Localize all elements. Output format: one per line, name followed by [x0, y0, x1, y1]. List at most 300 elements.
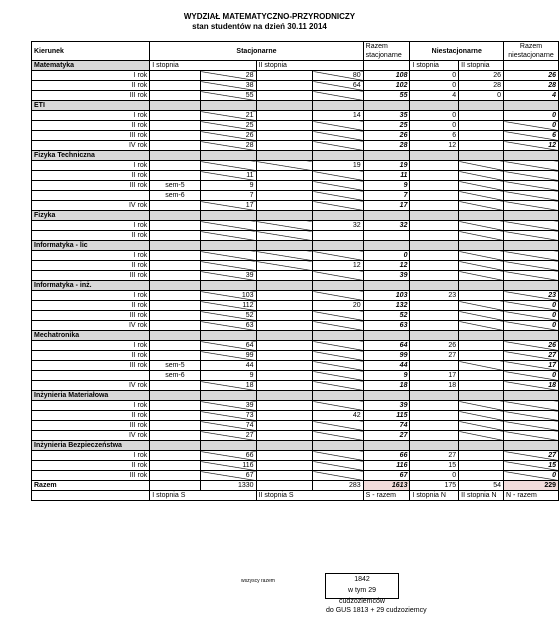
section-fill [504, 151, 559, 161]
value-cell [459, 411, 504, 421]
summary-foreigners: w tym 29 cudzoziemców [339, 587, 385, 605]
spacer-cell [256, 111, 313, 121]
value-cell [200, 221, 256, 231]
value-cell: 74 [363, 421, 410, 431]
section-fill [313, 281, 363, 291]
section-fill [313, 241, 363, 251]
value-cell [200, 231, 256, 241]
value-cell [459, 431, 504, 441]
value-cell [313, 341, 363, 351]
section-fill [256, 281, 313, 291]
header-razem-niestac: Razem niestacjonarne [504, 42, 559, 61]
value-cell: 25 [363, 121, 410, 131]
semester-note [150, 321, 200, 331]
value-cell [459, 471, 504, 481]
value-cell: 0 [410, 71, 459, 81]
value-cell [313, 121, 363, 131]
table-row [32, 311, 559, 321]
value-cell: 14 [313, 111, 363, 121]
section-fill [459, 211, 504, 221]
value-cell: 80 [313, 71, 363, 81]
value-cell: 21 [200, 111, 256, 121]
section-fill [150, 391, 200, 401]
value-cell [504, 191, 559, 201]
value-cell [459, 121, 504, 131]
section-label: Inżynieria Materiałowa [32, 391, 150, 401]
section-fill [459, 101, 504, 111]
table-row [32, 161, 559, 171]
table-row [32, 71, 559, 81]
value-cell [459, 461, 504, 471]
section-fill [410, 211, 459, 221]
spacer-cell [256, 251, 313, 261]
value-cell [313, 401, 363, 411]
value-cell [459, 361, 504, 371]
row-year: I rok [32, 451, 150, 461]
value-cell: 55 [363, 91, 410, 101]
spacer-cell [256, 291, 313, 301]
semester-note [150, 231, 200, 241]
section-fill [200, 101, 256, 111]
value-cell [313, 231, 363, 241]
section-fill [200, 151, 256, 161]
value-cell [459, 451, 504, 461]
footer-label: N - razem [504, 491, 559, 501]
header-stacjonarne: Stacjonarne [150, 42, 363, 61]
value-cell: 32 [313, 221, 363, 231]
value-cell [313, 421, 363, 431]
table-row [32, 451, 559, 461]
section-fill [313, 331, 363, 341]
section-fill [410, 441, 459, 451]
spacer-cell [256, 131, 313, 141]
value-cell [459, 261, 504, 271]
table-row [32, 431, 559, 441]
semester-note: sem-6 [150, 191, 200, 201]
table-row [32, 361, 559, 371]
table-row [32, 191, 559, 201]
semester-note [150, 261, 200, 271]
section-label: Fizyka Techniczna [32, 151, 150, 161]
section-fill [459, 281, 504, 291]
value-cell: 74 [200, 421, 256, 431]
value-cell [313, 271, 363, 281]
section-label: Mechatronika [32, 331, 150, 341]
value-cell: 0 [504, 111, 559, 121]
table-row [32, 351, 559, 361]
row-year: IV rok [32, 381, 150, 391]
semester-note [150, 401, 200, 411]
row-year: I rok [32, 341, 150, 351]
header-kierunek: Kierunek [32, 42, 150, 61]
footer-label: S - razem [363, 491, 410, 501]
value-cell: 103 [200, 291, 256, 301]
value-cell: 102 [363, 81, 410, 91]
value-cell [313, 131, 363, 141]
value-cell: 108 [363, 71, 410, 81]
row-year: I rok [32, 161, 150, 171]
value-cell [504, 411, 559, 421]
row-year: II rok [32, 461, 150, 471]
row-year: I rok [32, 401, 150, 411]
semester-note [150, 341, 200, 351]
value-cell: 27 [504, 351, 559, 361]
row-year: III rok [32, 131, 150, 141]
value-cell: 7 [363, 191, 410, 201]
section-fill [363, 151, 410, 161]
value-cell [410, 191, 459, 201]
student-table [31, 41, 559, 501]
value-cell [410, 431, 459, 441]
semester-note [150, 91, 200, 101]
section-fill [410, 331, 459, 341]
value-cell [313, 141, 363, 151]
value-cell: 0 [410, 81, 459, 91]
semester-note: sem-6 [150, 371, 200, 381]
value-cell: 99 [200, 351, 256, 361]
value-cell: 28 [459, 81, 504, 91]
section-row [32, 281, 559, 291]
value-cell [459, 131, 504, 141]
section-row [32, 241, 559, 251]
value-cell [504, 401, 559, 411]
value-cell: 26 [363, 131, 410, 141]
value-cell [459, 231, 504, 241]
table-row [32, 321, 559, 331]
semester-note [150, 291, 200, 301]
table-row [32, 371, 559, 381]
value-cell [313, 291, 363, 301]
semester-note [150, 351, 200, 361]
section-fill [410, 241, 459, 251]
value-cell [504, 261, 559, 271]
spacer-cell [256, 421, 313, 431]
value-cell: 115 [363, 411, 410, 421]
semester-note [150, 161, 200, 171]
razem-value [150, 481, 200, 491]
table-row [32, 301, 559, 311]
semester-note [150, 71, 200, 81]
row-year: II rok [32, 231, 150, 241]
value-cell: 18 [200, 381, 256, 391]
section-fill [313, 151, 363, 161]
row-year: II rok [32, 301, 150, 311]
razem-value: 54 [459, 481, 504, 491]
spacer-cell [256, 161, 313, 171]
semester-note [150, 201, 200, 211]
section-fill [200, 441, 256, 451]
value-cell [313, 191, 363, 201]
header-razem-stac: Razem stacjonarne [363, 42, 410, 61]
value-cell: 15 [504, 461, 559, 471]
value-cell: 39 [363, 271, 410, 281]
semester-note [150, 81, 200, 91]
value-cell: 0 [410, 111, 459, 121]
value-cell [459, 341, 504, 351]
spacer-cell [256, 471, 313, 481]
table-row [32, 381, 559, 391]
value-cell: 52 [200, 311, 256, 321]
row-year: III rok [32, 91, 150, 101]
row-year: II rok [32, 261, 150, 271]
section-fill [256, 151, 313, 161]
spacer-cell [256, 71, 313, 81]
table-row [32, 181, 559, 191]
spacer-cell [256, 271, 313, 281]
value-cell [410, 181, 459, 191]
value-cell: 39 [363, 401, 410, 411]
section-fill [363, 331, 410, 341]
value-cell [459, 321, 504, 331]
header-niestacjonarne: Niestacjonarne [410, 42, 504, 61]
value-cell: 11 [200, 171, 256, 181]
value-cell: 27 [200, 431, 256, 441]
row-year: IV rok [32, 141, 150, 151]
section-row [32, 441, 559, 451]
value-cell [459, 351, 504, 361]
value-cell: 44 [200, 361, 256, 371]
value-cell: 26 [459, 71, 504, 81]
section-fill [410, 101, 459, 111]
section-row [32, 61, 559, 71]
value-cell [410, 171, 459, 181]
section-fill [504, 211, 559, 221]
spacer-cell [256, 301, 313, 311]
spacer-cell [256, 231, 313, 241]
section-fill [150, 151, 200, 161]
razem-row [32, 481, 559, 491]
value-cell [410, 221, 459, 231]
value-cell: 15 [410, 461, 459, 471]
value-cell: 103 [363, 291, 410, 301]
value-cell: 39 [200, 401, 256, 411]
value-cell: 12 [410, 141, 459, 151]
value-cell [504, 251, 559, 261]
spacer-cell [256, 121, 313, 131]
table-row [32, 291, 559, 301]
value-cell: 9 [200, 181, 256, 191]
value-cell [459, 311, 504, 321]
semester-note [150, 131, 200, 141]
value-cell: 26 [504, 71, 559, 81]
value-cell [459, 171, 504, 181]
value-cell: 32 [363, 221, 410, 231]
section-fill [256, 391, 313, 401]
value-cell: 67 [363, 471, 410, 481]
value-cell: 132 [363, 301, 410, 311]
table-row [32, 461, 559, 471]
section-fill [150, 331, 200, 341]
value-cell: 116 [363, 461, 410, 471]
table-row [32, 411, 559, 421]
value-cell: 116 [200, 461, 256, 471]
section-fill [150, 211, 200, 221]
value-cell: 26 [504, 341, 559, 351]
value-cell [504, 161, 559, 171]
section-fill [363, 211, 410, 221]
spacer-cell [256, 371, 313, 381]
value-cell [313, 321, 363, 331]
semester-note [150, 421, 200, 431]
section-row [32, 331, 559, 341]
value-cell: 17 [200, 201, 256, 211]
value-cell [313, 461, 363, 471]
section-fill [363, 241, 410, 251]
value-cell [410, 321, 459, 331]
section-fill [150, 241, 200, 251]
sub-header-ii-stopnia-n: II stopnia [459, 61, 504, 71]
value-cell [459, 251, 504, 261]
value-cell: 9 [363, 371, 410, 381]
row-year: II rok [32, 81, 150, 91]
semester-note [150, 141, 200, 151]
report-date: stan studentów na dzień 30.11 2014 [192, 22, 327, 31]
value-cell: 0 [459, 91, 504, 101]
wszyscy-label: wszyscy razem [241, 578, 275, 584]
value-cell [504, 181, 559, 191]
section-fill [410, 281, 459, 291]
row-year: III rok [32, 361, 150, 371]
spacer-cell [256, 351, 313, 361]
value-cell [504, 431, 559, 441]
footer-label: I stopnia S [150, 491, 256, 501]
section-fill [200, 241, 256, 251]
sub-header-ii-stopnia: II stopnia [256, 61, 363, 71]
spacer-cell [256, 341, 313, 351]
value-cell: 27 [363, 431, 410, 441]
row-year: II rok [32, 411, 150, 421]
summary-total: 1842 [354, 576, 370, 583]
semester-note [150, 301, 200, 311]
semester-note [150, 411, 200, 421]
row-year: III rok [32, 471, 150, 481]
value-cell [459, 271, 504, 281]
value-cell [410, 231, 459, 241]
value-cell: 19 [363, 161, 410, 171]
section-fill [363, 101, 410, 111]
value-cell [504, 221, 559, 231]
value-cell: 23 [504, 291, 559, 301]
table-row [32, 341, 559, 351]
spacer-cell [256, 171, 313, 181]
section-fill [256, 211, 313, 221]
value-cell: 0 [363, 251, 410, 261]
section-label: Inżynieria Bezpieczeństwa [32, 441, 150, 451]
section-fill [504, 101, 559, 111]
table-row [32, 421, 559, 431]
value-cell: 4 [504, 91, 559, 101]
value-cell: 99 [363, 351, 410, 361]
value-cell [313, 91, 363, 101]
value-cell [200, 161, 256, 171]
value-cell: 38 [200, 81, 256, 91]
section-label: Informatyka - lic [32, 241, 150, 251]
row-year: I rok [32, 71, 150, 81]
value-cell: 18 [410, 381, 459, 391]
table-row [32, 171, 559, 181]
footer-label: I stopnia N [410, 491, 459, 501]
sub-header-i-stopnia-n: I stopnia [410, 61, 459, 71]
value-cell [459, 111, 504, 121]
row-year: I rok [32, 251, 150, 261]
value-cell: 64 [363, 341, 410, 351]
value-cell [313, 361, 363, 371]
section-fill [150, 101, 200, 111]
value-cell [459, 301, 504, 311]
section-fill [504, 241, 559, 251]
razem-label: Razem [32, 481, 150, 491]
value-cell: 64 [200, 341, 256, 351]
value-cell: 63 [200, 321, 256, 331]
summary-box [325, 573, 399, 605]
spacer-cell [256, 201, 313, 211]
table-row [32, 251, 559, 261]
row-year: III rok [32, 181, 150, 191]
spacer-cell [256, 461, 313, 471]
section-fill [256, 331, 313, 341]
row-year: II rok [32, 171, 150, 181]
value-cell: 27 [410, 451, 459, 461]
value-cell: 67 [200, 471, 256, 481]
spacer-cell [256, 381, 313, 391]
row-year: III rok [32, 271, 150, 281]
section-fill [504, 391, 559, 401]
value-cell: 23 [410, 291, 459, 301]
value-cell [459, 291, 504, 301]
spacer-cell [256, 191, 313, 201]
value-cell: 28 [363, 141, 410, 151]
value-cell [410, 311, 459, 321]
value-cell: 26 [410, 341, 459, 351]
value-cell: 12 [504, 141, 559, 151]
value-cell: 9 [363, 181, 410, 191]
value-cell: 17 [504, 361, 559, 371]
value-cell: 18 [363, 381, 410, 391]
value-cell [504, 201, 559, 211]
section-label: Fizyka [32, 211, 150, 221]
value-cell [504, 271, 559, 281]
section-label: Informatyka - inż. [32, 281, 150, 291]
value-cell: 26 [200, 131, 256, 141]
value-cell [313, 201, 363, 211]
value-cell [313, 431, 363, 441]
header-row [32, 42, 559, 61]
spacer-cell [256, 221, 313, 231]
semester-note [150, 121, 200, 131]
spacer-cell [256, 181, 313, 191]
empty-cell [363, 61, 410, 71]
value-cell: 0 [504, 321, 559, 331]
value-cell [313, 311, 363, 321]
value-cell: 73 [200, 411, 256, 421]
value-cell: 17 [410, 371, 459, 381]
section-fill [313, 101, 363, 111]
semester-note [150, 451, 200, 461]
semester-note [150, 311, 200, 321]
value-cell: 66 [200, 451, 256, 461]
value-cell [504, 421, 559, 431]
footer-label: II stopnia S [256, 491, 363, 501]
section-fill [459, 331, 504, 341]
spacer-cell [256, 141, 313, 151]
value-cell [313, 381, 363, 391]
value-cell: 0 [504, 301, 559, 311]
value-cell [313, 181, 363, 191]
value-cell: 52 [363, 311, 410, 321]
section-row [32, 391, 559, 401]
table-row [32, 201, 559, 211]
value-cell [200, 261, 256, 271]
